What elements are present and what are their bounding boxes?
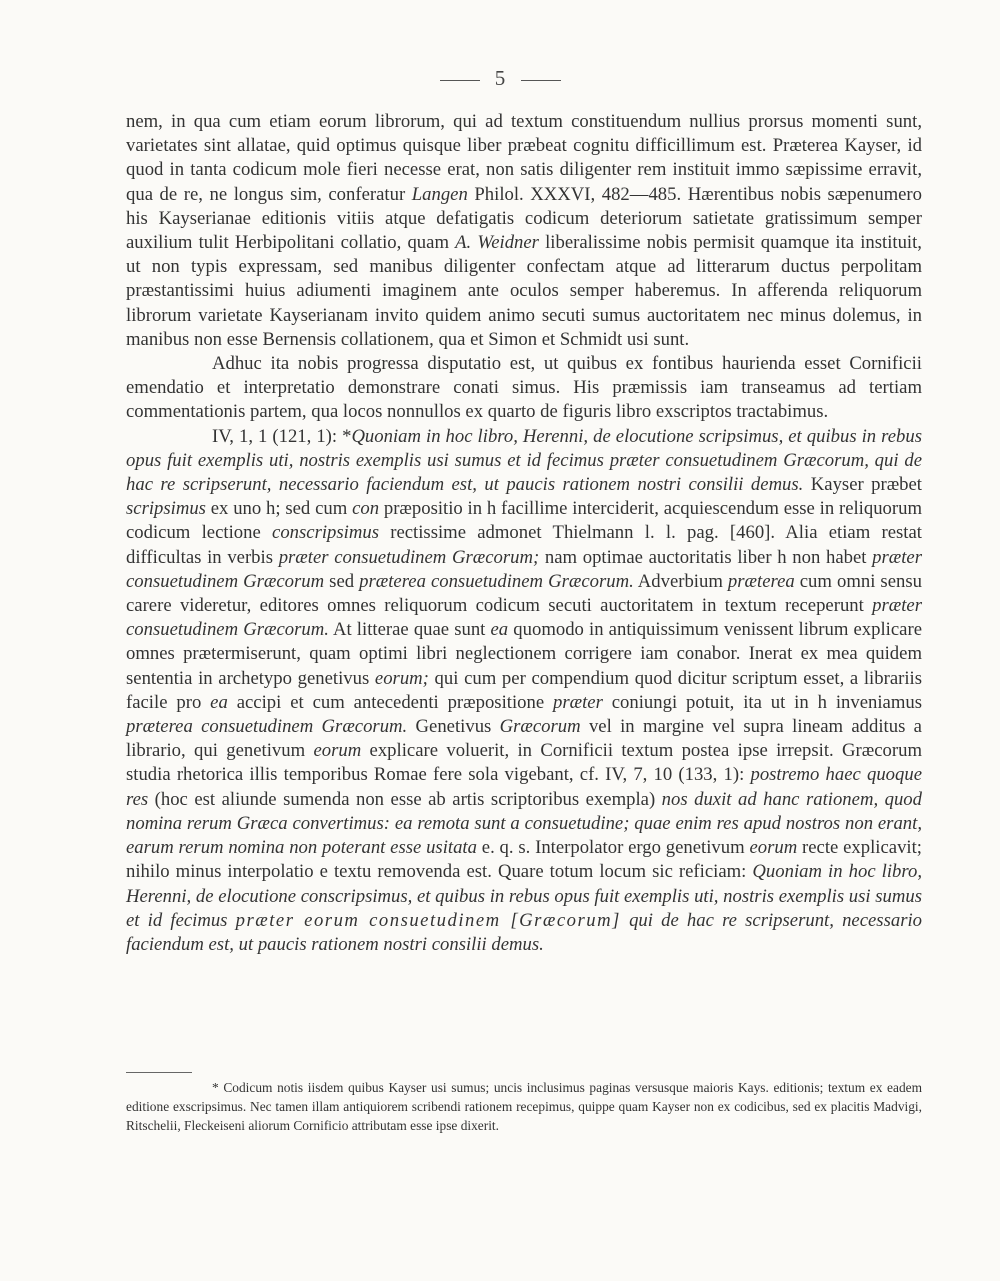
main-text	[126, 110, 922, 957]
italic-run: eorum;	[374, 667, 429, 689]
text-run: rectissime admonet Thielmann l. l. pag. [460]. Alia etiam restat difficultas in verbis	[126, 522, 922, 568]
footnote-rule	[126, 1072, 192, 1073]
italic-run: præter consuetudinem Græcorum	[126, 546, 922, 592]
italic-run: præter	[553, 691, 603, 713]
page-header	[0, 66, 1000, 91]
italic-run: præterea	[727, 570, 795, 592]
italic-run: præter eorum consuetudinem [Græcorum]	[235, 909, 621, 931]
italic-run: Quoniam in hoc libro, Herenni, de elocutione scripsimus, et quibus in rebus opus fuit exemplis uti, nostris exemplis usi sumus et id fecimus præter consuetudinem Græcorum, qui de hac re scripserunt, necessario faciendum est, ut paucis rationem nostri consilii demus.	[126, 425, 922, 496]
text-run: accipi et cum antecedenti præpositione	[227, 691, 554, 713]
italic-run: postremo haec quoque res	[126, 764, 923, 810]
text-run: ex uno h; sed cum	[205, 498, 353, 520]
italic-run: nos duxit ad hanc rationem, quod nomina rerum Græca convertimus: ea remota sunt a consuetudine; quae enim res apud nostros non erant, earum rerum nomina non poterant esse usitata	[126, 788, 922, 859]
italic-run: qui de hac re scripserunt, necessario faciendum est, ut paucis rationem nostri consilii demus.	[126, 909, 923, 955]
italic-run: Græcorum	[499, 716, 581, 738]
italic-run: eorum	[313, 740, 362, 762]
ornament-right	[521, 80, 561, 81]
italic-run: Quoniam in hoc libro, Herenni, de elocutione conscripsimus, et quibus in rebus opus fuit exemplis uti, nostris exemplis usi sumus et id fecimus	[126, 861, 922, 931]
text-run: nem, in qua cum etiam eorum librorum, qui ad textum constituendum nullius prorsus momenti sunt, varietates sint allatae, quid optimus quisque liber præbeat cognitu difficillimum est. Præterea Kayser, id quod in tanta codicum mole fieri necesse erat, non satis diligenter rem instituit immo sæpissime erravit, qua de re, ne longus sim, conferatur	[126, 111, 922, 205]
ornament-left	[440, 80, 480, 81]
italic-run: præter consuetudinem Græcorum.	[126, 595, 922, 641]
italic-run: conscripsimus	[272, 522, 379, 544]
text-run: Adverbium	[633, 570, 728, 592]
text-run: liberalissime nobis permisit quamque ita instituit, ut non typis expressam, sed manibus diligenter confectam atque ad litterarum ductus perpolitam præstantissimi huius adiumenti imaginem ante oculos semper haberemus. In afferenda reliquorum librorum varietate Kayserianam invito quidem animo secuti sumus auctoritatem nec minus dolemus, in manibus non esse Bernensis collationem, qua et Simon et Schmidt usi sunt.	[126, 232, 922, 350]
paragraph-2: Adhuc ita nobis progressa disputatio est, ut quibus ex fontibus haurienda esset Cornificii emendatio et interpretatio demonstrare conati simus. His præmissis iam transeamus ad tertiam commentationis partem, qua locos nonnullos ex quarto de figuris libro exscriptos tractabimus.	[126, 353, 922, 423]
text-run: Genetivus	[407, 716, 500, 738]
paragraph-1	[126, 110, 922, 352]
text-run: vel in margine vel supra lineam additus a librario, qui genetivum	[126, 716, 922, 762]
author-name: A. Weidner	[455, 232, 539, 254]
italic-run: eorum	[749, 837, 798, 859]
paragraph-3	[126, 425, 922, 957]
text-run: coniungi potuit, ita ut in h inveniamus	[602, 691, 922, 713]
text-run: Kayser præbet	[803, 474, 922, 496]
footnote	[126, 1078, 922, 1135]
text-run: nam optimae auctoritatis liber h non habet	[539, 546, 873, 568]
text-run: qui cum per compendium quod dicitur scriptum esset, a librariis facile pro	[126, 667, 922, 713]
text-run: Philol. XXXVI, 482—485. Hærentibus nobis sæpenumero his Kayserianae editionis vitiis atque defatigatis codicum deteriorum satietate gratissimum semper auxilium tulit Herbipolitani collatio, quam	[126, 183, 922, 254]
text-run: At litterae quae sunt	[328, 619, 491, 641]
text-run: IV, 1, 1 (121, 1): *	[212, 425, 352, 447]
footnote-text: * Codicum notis iisdem quibus Kayser usi sumus; uncis inclusimus paginas versusque maioris Kays. editionis; textum ex eadem editione exscripsimus. Nec tamen illam antiquiorem scribendi rationem recepimus, quippe quam Kayser non ex codicibus, sed ex placitis Madvigi, Ritschelii, Fleckeiseni aliorum Cornificio attributam esse ipse dixerit.	[126, 1080, 922, 1133]
text-run: sed	[324, 570, 360, 592]
text-run: quomodo in antiquissimum venissent librum explicare omnes prætermiserunt, quam optimi libri neglectionem corrigere iam conabor. Inerat ex mea quidem sententia in archetypo genetivus	[126, 619, 922, 689]
author-name: Langen	[411, 183, 468, 205]
italic-run: præter consuetudinem Græcorum;	[278, 546, 540, 568]
page-number: 5	[494, 66, 506, 90]
italic-run: ea	[490, 619, 509, 641]
italic-run: scripsimus	[126, 498, 206, 520]
italic-run: con	[352, 498, 380, 520]
text-run: recte explicavit; nihilo minus interpolatio e textu removenda est. Quare totum locum sic reficiam:	[126, 837, 922, 883]
text-run: (hoc est aliunde sumenda non esse ab artis scriptoribus exempla)	[148, 788, 662, 810]
text-run: explicare voluerit, in Cornificii textum postea ipse irrepsit. Græcorum studia rhetorica illis temporibus Romae fere sola vigebant, cf. IV, 7, 10 (133, 1):	[126, 740, 922, 786]
italic-run: præterea consuetudinem Græcorum.	[126, 716, 408, 738]
text-run: præpositio in h facillime interciderit, acquiescendum esse in reliquorum codicum lectione	[126, 498, 923, 544]
text-run: e. q. s. Interpolator ergo genetivum	[476, 837, 750, 859]
italic-run: præterea consuetudinem Græcorum.	[359, 570, 634, 592]
italic-run: ea	[210, 691, 228, 713]
text-run: cum omni sensu carere videretur, editores omnes reliquorum codicum secuti auctoritatem in textum receperunt	[126, 570, 922, 617]
